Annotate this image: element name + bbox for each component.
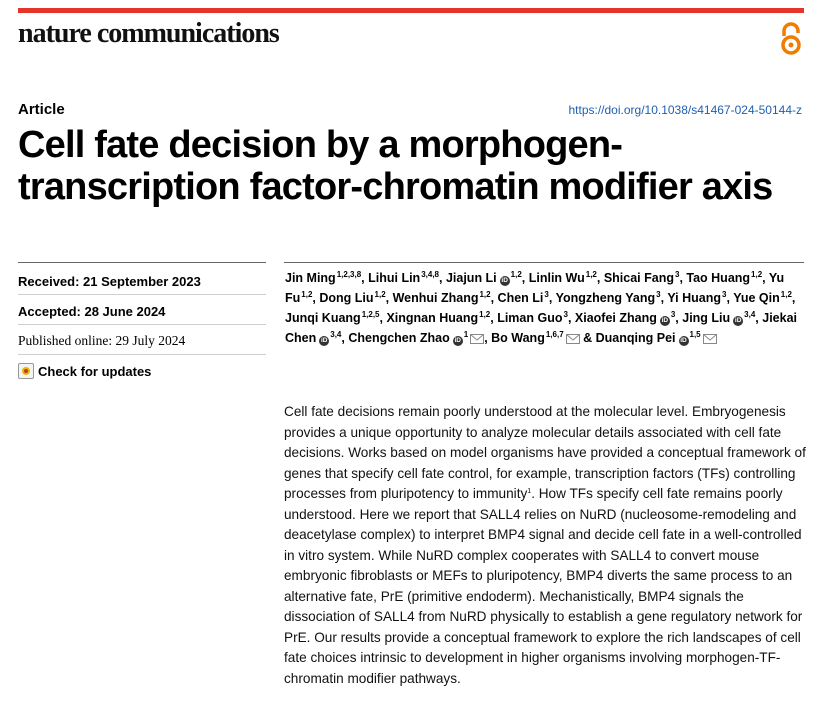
author-affiliation: 1,5 <box>689 330 701 339</box>
article-title-line-1: Cell fate decision by a morphogen- <box>18 124 623 166</box>
check-for-updates-button[interactable] <box>18 363 151 379</box>
author-affiliation: 1,2 <box>479 310 491 319</box>
author-affiliation: 3,4 <box>744 310 756 319</box>
author[interactable] <box>446 271 522 285</box>
author[interactable] <box>682 311 755 325</box>
author-name: Linlin Wu <box>528 271 585 285</box>
author[interactable] <box>529 271 597 285</box>
author[interactable] <box>733 291 792 305</box>
check-for-updates-label: Check for updates <box>38 363 152 379</box>
author-name: Jiekai Chen <box>285 311 798 345</box>
author[interactable] <box>497 311 568 325</box>
orcid-icon[interactable]: iD <box>454 337 461 344</box>
author-affiliation: 1,2 <box>479 290 491 299</box>
author[interactable] <box>285 311 380 325</box>
author-name: Lihui Lin <box>368 271 421 285</box>
author[interactable] <box>348 331 484 345</box>
author-affiliation: 1,2 <box>751 270 763 279</box>
author[interactable] <box>556 291 661 305</box>
author-affiliation: 3 <box>674 270 680 279</box>
author-name: Bo Wang <box>491 331 545 345</box>
author[interactable] <box>575 311 675 325</box>
author-name: Dong Liu <box>319 291 374 305</box>
author-name: Chengchen Zhao <box>348 331 450 345</box>
author[interactable] <box>604 271 680 285</box>
author[interactable] <box>491 331 580 345</box>
article-title-line-2: transcription factor-chromatin modifier axis <box>18 166 773 208</box>
author-affiliation: 1,2 <box>374 290 386 299</box>
author-name: Yongzheng Yang <box>555 291 656 305</box>
author[interactable] <box>319 291 385 305</box>
author-name: Shicai Fang <box>603 271 674 285</box>
author-name: Liman Guo <box>497 311 563 325</box>
metadata-rule <box>18 324 266 325</box>
journal-accent-bar <box>18 8 804 13</box>
author-affiliation: 3 <box>656 290 661 299</box>
author[interactable] <box>686 271 762 285</box>
author-affiliation: 1,6,7 <box>545 330 564 339</box>
authors-divider <box>284 262 804 263</box>
author-affiliation: 3,4,8 <box>421 270 439 279</box>
published-date: Published online: 29 July 2024 <box>18 333 186 348</box>
author-affiliation: 3 <box>544 290 549 299</box>
orcid-icon[interactable]: iD <box>661 317 669 324</box>
author-affiliation: 3 <box>722 290 727 299</box>
abstract-text-continued: . How TFs specify cell fate remains poorly understood. Here we report that SALL4 relies on NuRD (nucleosome-remodeling and deacetylase complex) to interpret BMP4 signal and decide cell fate in a well-controlled in vitro system. While NuRD complex cooperates with SALL4 to convert mouse embryonic fibroblasts or MEFs to pluripotency, BMP4 diverts the same process to an alternative fate, PrE (primitive endoderm). Mechanistically, BMP4 signals the dissociation of SALL4 from NuRD physically to establish a gene regulatory network for PrE. Our results provide a conceptual framework to explore the rich landscapes of cell fate choices intrinsic to development in higher organisms involving morphogen-TF-chromatin modifier pathways. <box>284 486 803 686</box>
author[interactable] <box>596 331 717 345</box>
author-affiliation: 3,4 <box>330 330 342 339</box>
author-affiliation: 1,2 <box>510 270 522 279</box>
author-name: Yi Huang <box>667 291 722 305</box>
author[interactable] <box>368 271 439 285</box>
author-name: Yue Qin <box>733 291 780 305</box>
orcid-icon[interactable]: iD <box>501 277 508 284</box>
email-icon[interactable] <box>703 334 717 344</box>
author-affiliation: 1,2 <box>585 270 597 279</box>
author-name: Junqi Kuang <box>285 311 361 325</box>
abstract-text: Cell fate decisions remain poorly understood at the molecular level. Embryogenesis provides a unique opportunity to analyze molecular details associated with cell fate decisions. Works based on model organisms have provided a conceptual framework of genes that specify cell fate control, for example, transcription factors (TFs) controlling processes from pluripotency to immunity <box>284 404 806 501</box>
author-list: Jin Ming$^{1,2,3,8}$, Lihui Lin$^{3,4,8}$, Jiajun Li iD$^{1,2}$, Linlin Wu$^{1,2}$, Shicai Fang$^3$, Tao Huang$^{1,2}$, Yu Fu$^{1,2}$, Dong Liu$^{1,2}$, Wenhui Zhang$^{1,2}$, Chen Li$^3$, Yongzheng Yang$^3$, Yi Huang$^3$, Yue Qin$^{1,2}$, Junqi Kuang$^{1,2,5}$, Xingnan Huang$^{1,2}$, Liman Guo$^3$, Xiaofei Zhang $iD^3$, Jing Liu iD$^{3,4}$, Jiekai Chen iD$^{3,4}$, Chengchen Zhao $iD^1$ , Bo Wang$^{1,6,7}$ & Duanqing Pei iD$^{1,5}$ <box>285 270 798 345</box>
author-name: Jin Ming <box>285 271 336 285</box>
author-name: Xingnan Huang <box>386 311 479 325</box>
author-affiliation: 1,2,3,8 <box>336 270 362 279</box>
orcid-icon[interactable]: iD <box>680 337 687 344</box>
author-affiliation: 1,2,5 <box>361 310 380 319</box>
check-for-updates-icon <box>18 363 34 379</box>
journal-name[interactable]: nature communications <box>18 18 279 49</box>
author-name: Xiaofei Zhang <box>574 311 657 325</box>
citation-ref[interactable]: 1 <box>527 488 532 495</box>
abstract <box>284 402 810 689</box>
author-name: Jiajun Li <box>445 271 497 285</box>
author[interactable] <box>667 291 726 305</box>
author-affiliation: 1,2 <box>301 290 313 299</box>
article-title <box>18 124 808 208</box>
orcid-icon[interactable]: iD <box>321 337 328 344</box>
author[interactable] <box>285 271 361 285</box>
author-name: Chen Li <box>497 291 544 305</box>
author-name: Tao Huang <box>686 271 751 285</box>
author[interactable] <box>386 311 490 325</box>
orcid-icon[interactable]: iD <box>734 317 742 324</box>
author-affiliation: 3 <box>670 310 676 319</box>
email-icon[interactable] <box>566 334 580 344</box>
author-name: Jing Liu <box>682 311 731 325</box>
accepted-date: Accepted: 28 June 2024 <box>18 304 166 319</box>
author-affiliation: 1 <box>463 330 469 339</box>
article-type: Article <box>18 101 65 118</box>
author-affiliation: 3 <box>563 310 568 319</box>
author-name: Wenhui Zhang <box>392 291 479 305</box>
author-affiliation: 1,2 <box>780 290 792 299</box>
open-access-icon <box>779 22 803 56</box>
author[interactable] <box>393 291 491 305</box>
metadata-rule <box>18 294 266 295</box>
author-name: Duanqing Pei <box>595 331 676 345</box>
email-icon[interactable] <box>470 334 484 344</box>
metadata-rule <box>18 354 266 355</box>
author-name: Yu Fu <box>285 271 785 305</box>
author[interactable] <box>498 291 549 305</box>
metadata-divider <box>18 262 266 263</box>
received-date: Received: 21 September 2023 <box>18 274 201 289</box>
doi-link[interactable]: https://doi.org/10.1038/s41467-024-50144-z <box>568 103 802 117</box>
